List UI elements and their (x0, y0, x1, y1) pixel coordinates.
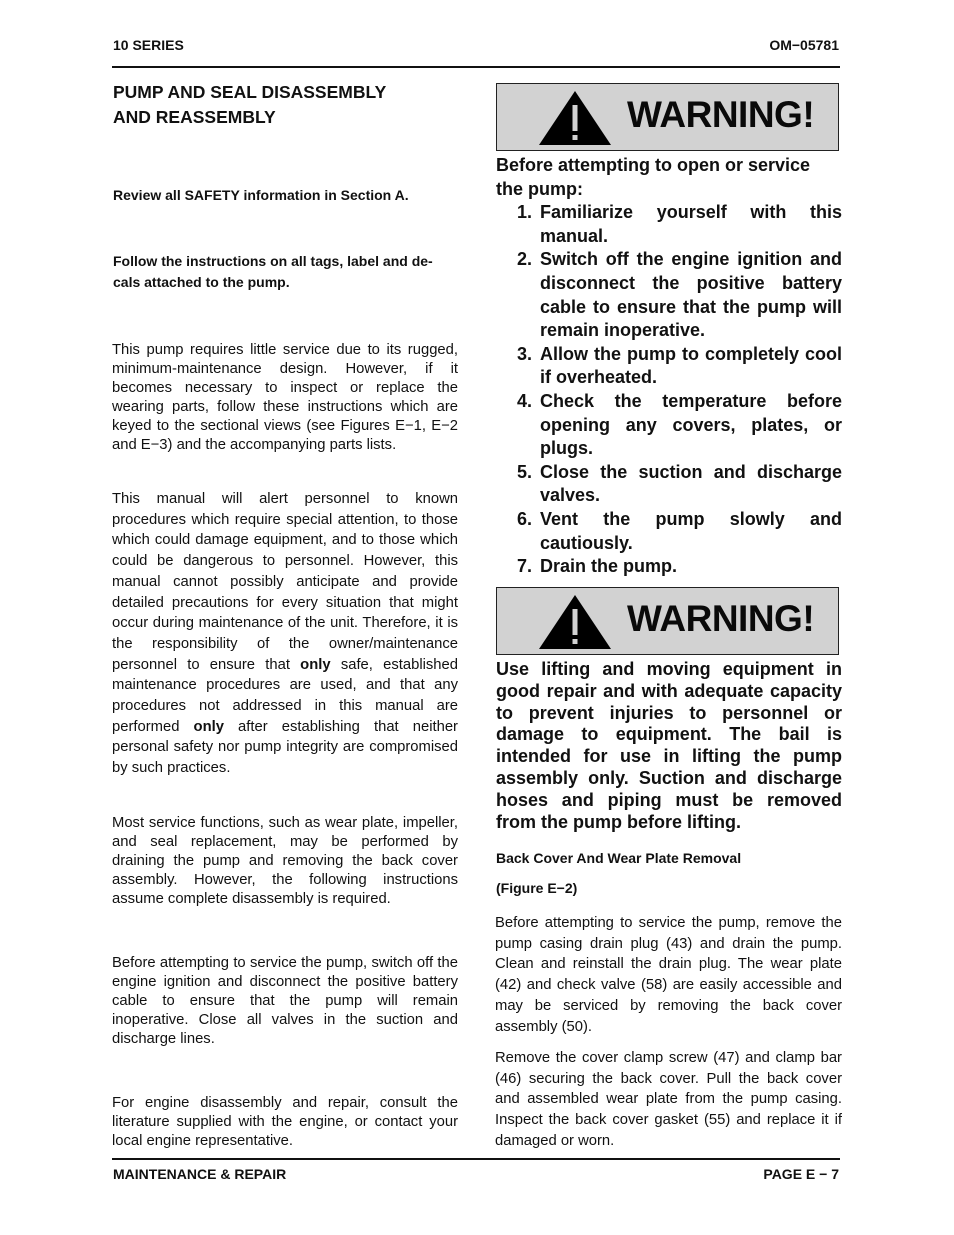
warning-1-list (496, 201, 842, 579)
tags-note: Follow the instructions on all tags, label and de- cals attached to the pump. (113, 253, 433, 290)
left-column (113, 80, 459, 130)
warning-1-item (496, 508, 842, 555)
responsibility-paragraph: This manual will alert personnel to known procedures which require special attention, to those which could damage equipment, and to those which could be dangerous to personnel. However, this manual cannot possibly anticipate and provide detailed precautions for every situation that might occur during maintenance of the unit. Therefore, it is the responsibility of the owner/maintenance personnel to ensure that only safe, established maintenance procedures are used, and that any procedures not addressed in this manual are performed only after establishing that neither personal safety nor pump integrity are compromised by such practices. (112, 491, 458, 777)
warning-2-text: Use lifting and moving equipment in good repair and with adequate capacity to prevent injuries to personnel or damage to equipment. The bail is intended for use in lifting the pump assembly only. Suction and discharge hoses and piping must be removed from the pump before lifting. (496, 659, 842, 832)
footer-section: MAINTENANCE & REPAIR (113, 1166, 287, 1182)
header-series: 10 SERIES (113, 37, 184, 53)
warning-1-item (496, 201, 842, 248)
ignition-paragraph: Before attempting to service the pump, switch off the engine ignition and disconnect the positive battery cable to ensure that the pump will remain inoperative. Close all valves in the suction and discharge lines. (112, 955, 458, 1047)
item-number: 2. (517, 249, 533, 270)
figure-reference: (Figure E−2) (496, 880, 578, 896)
header-doc-number: OM−05781 (769, 37, 839, 53)
item-number: 3. (517, 343, 533, 364)
warning-1-item (496, 343, 842, 390)
subsection-heading: Back Cover And Wear Plate Removal (496, 850, 742, 866)
warning-1-item (496, 248, 842, 342)
item-number: 5. (517, 461, 533, 482)
item-number: 4. (517, 390, 533, 411)
item-text: Switch off the engine ignition and disconnect the positive battery cable to ensure that the pump will remain inoperative. (540, 249, 842, 341)
warning-1-item (496, 390, 842, 461)
header-rule (112, 66, 840, 68)
item-text: Allow the pump to completely cool if overheated. (540, 343, 842, 388)
safety-note: Review all SAFETY information in Section A. (113, 187, 409, 203)
warning-1-item (496, 555, 842, 579)
warning-1-intro: Before attempting to open or service the pump: (496, 155, 811, 199)
service-functions-paragraph: Most service functions, such as wear plate, impeller, and seal replacement, may be performed by draining the pump and removing the back cover assembly. However, the following instructions assume complete disassembly is required. (112, 815, 458, 907)
item-text: Vent the pump slowly and cautiously. (540, 508, 842, 553)
item-text: Drain the pump. (540, 556, 678, 577)
engine-paragraph: For engine disassembly and repair, consult the literature supplied with the engine, or contact your local engine representative. (112, 1095, 458, 1149)
back-cover-paragraph-2: Remove the cover clamp screw (47) and clamp bar (46) securing the back cover. Pull the back cover and assembled wear plate from the pump casing. Inspect the back cover gasket (55) and replace it if damaged or worn. (495, 1050, 842, 1149)
warning-1-item (496, 461, 842, 508)
item-text: Familiarize yourself with this manual. (540, 202, 842, 246)
warning-banner-1 (496, 83, 839, 151)
warning-triangle-icon (537, 593, 613, 651)
warning-label: WARNING! (627, 598, 815, 639)
item-text: Check the temperature before opening any covers, plates, or plugs. (540, 390, 842, 459)
warning-banner-2 (496, 587, 839, 655)
footer-rule (112, 1158, 840, 1160)
item-text: Close the suction and discharge valves. (540, 461, 842, 506)
item-number: 7. (517, 556, 533, 577)
item-number: 1. (517, 202, 533, 223)
warning-1-content (496, 154, 842, 579)
item-number: 6. (517, 508, 533, 529)
intro-paragraph: This pump requires little service due to its rugged, minimum-maintenance design. However, if it becomes necessary to inspect or replace the wearing parts, follow these instructions which are keyed to the sectional views (see Figures E−1, E−2 and E−3) and the accompanying parts lists. (112, 342, 458, 453)
back-cover-paragraph-1: Before attempting to service the pump, remove the pump casing drain plug (43) and drain the pump. Clean and reinstall the drain plug. The wear plate (42) and check valve (58) are easily accessible and may be serviced by removing the back cover assembly (50). (495, 915, 842, 1035)
warning-triangle-icon (537, 89, 613, 147)
section-title: PUMP AND SEAL DISASSEMBLY AND REASSEMBLY (113, 82, 387, 127)
warning-label: WARNING! (627, 94, 815, 135)
footer-page-number: PAGE E − 7 (763, 1166, 839, 1182)
